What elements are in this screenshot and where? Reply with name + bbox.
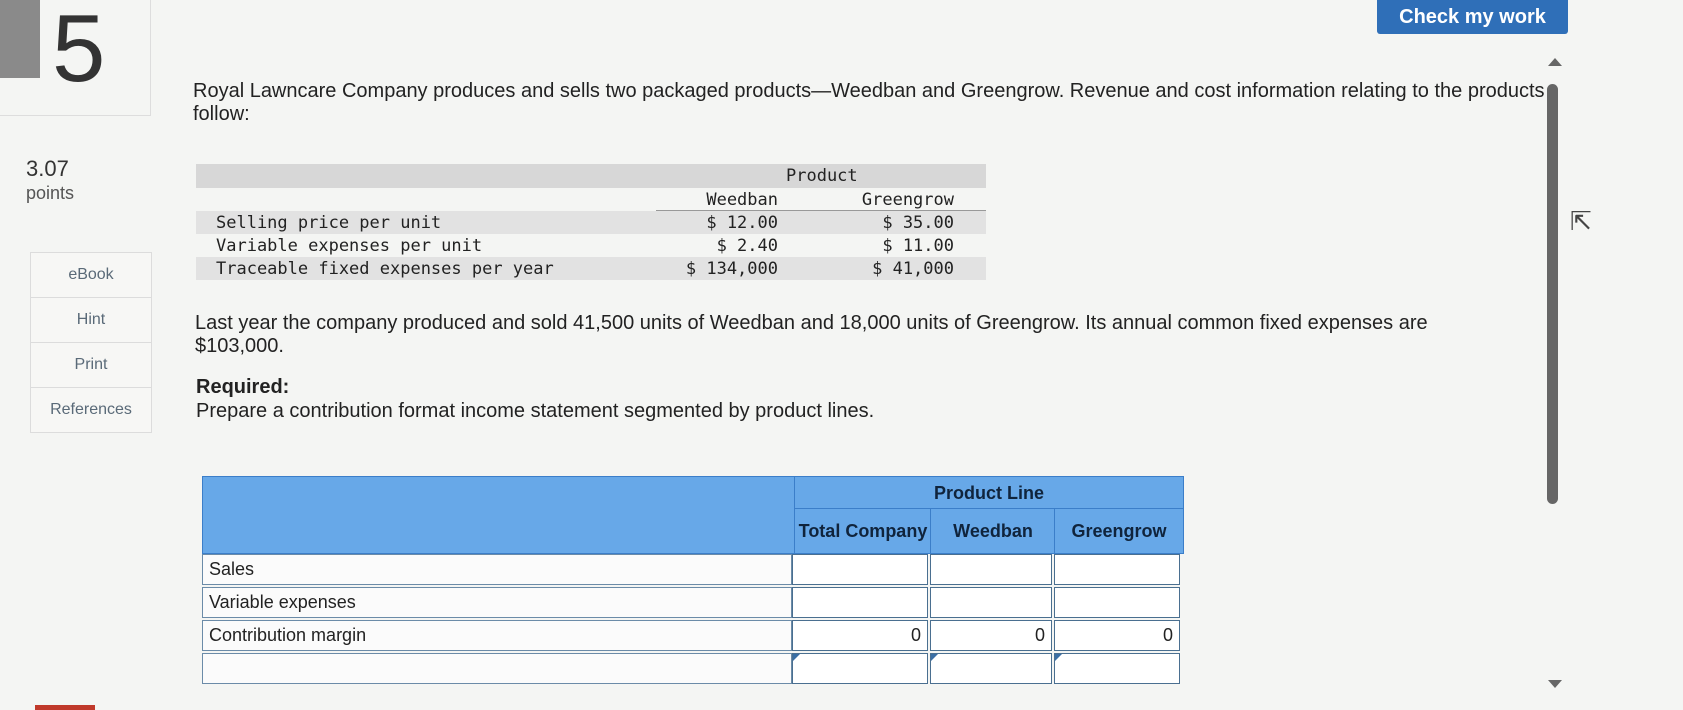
units-paragraph: Last year the company produced and sold 41,500 units of Weedban and 18,000 units of Greengrow. Its annual common fixed expenses are $103,000. (195, 312, 1428, 357)
product-info-table (196, 164, 986, 280)
scrollbar-thumb[interactable] (1547, 84, 1558, 504)
header-blank-cell (202, 476, 796, 554)
references-button[interactable]: References (30, 388, 152, 433)
blank-total-input[interactable] (792, 653, 928, 684)
hint-button[interactable]: Hint (30, 298, 152, 343)
product-header-label: Product (786, 166, 858, 186)
table-row (196, 234, 986, 257)
table-row (202, 653, 1182, 686)
col-weedban-header: Weedban (706, 190, 778, 210)
print-button[interactable]: Print (30, 343, 152, 388)
check-my-work-button[interactable]: Check my work (1377, 0, 1568, 34)
col-total-company: Total Company (794, 508, 932, 554)
sales-label-input[interactable]: Sales (202, 554, 792, 585)
points-value: 3.07 (26, 156, 69, 181)
sales-total-input[interactable] (792, 554, 928, 585)
progress-strip (35, 705, 95, 710)
table-row (202, 620, 1182, 653)
variable-expenses-label-input[interactable]: Variable expenses (202, 587, 792, 618)
sales-greengrow-input[interactable] (1054, 554, 1180, 585)
blank-weedban-input[interactable] (930, 653, 1052, 684)
intro-text: Royal Lawncare Company produces and sells two packaged products—Weedban and Greengrow. Revenue and cost information relating to the products follow: (193, 80, 1545, 125)
product-column-header-row (196, 188, 986, 211)
question-number-panel (0, 0, 151, 116)
variable-weedban-input[interactable] (930, 587, 1052, 618)
scroll-down-arrow-icon[interactable] (1548, 680, 1562, 688)
row-label: Variable expenses per unit (216, 236, 483, 256)
weedban-value: $ 12.00 (706, 213, 778, 233)
cm-weedban-value: 0 (930, 620, 1052, 651)
product-line-header: Product Line (794, 476, 1184, 510)
weedban-value: $ 134,000 (685, 259, 778, 279)
row-label: Traceable fixed expenses per year (216, 259, 554, 279)
tool-menu (30, 252, 152, 433)
scroll-up-arrow-icon[interactable] (1548, 58, 1562, 66)
ebook-button[interactable]: eBook (30, 252, 152, 298)
points-label: points (26, 183, 75, 203)
product-group-header (196, 164, 986, 188)
contribution-margin-label-input[interactable]: Contribution margin (202, 620, 792, 651)
row-label: Selling price per unit (216, 213, 442, 233)
mouse-pointer-icon: ⇱ (1570, 206, 1592, 236)
col-greengrow-header: Greengrow (861, 190, 954, 210)
cm-greengrow-value: 0 (1054, 620, 1180, 651)
table-row (196, 257, 986, 280)
cm-total-value: 0 (792, 620, 928, 651)
greengrow-value: $ 11.00 (882, 236, 954, 256)
table-row (196, 211, 986, 234)
question-number: 5 (52, 0, 106, 102)
blank-greengrow-input[interactable] (1054, 653, 1180, 684)
table-row (202, 554, 1182, 587)
required-text: Prepare a contribution format income statement segmented by product lines. (196, 400, 875, 422)
income-statement-table (202, 476, 1182, 691)
table-row (202, 587, 1182, 620)
variable-total-input[interactable] (792, 587, 928, 618)
required-heading: Required: (196, 376, 290, 398)
variable-greengrow-input[interactable] (1054, 587, 1180, 618)
blank-label-input[interactable] (202, 653, 792, 684)
greengrow-value: $ 35.00 (882, 213, 954, 233)
greengrow-value: $ 41,000 (872, 259, 954, 279)
col-greengrow: Greengrow (1054, 508, 1184, 554)
col-weedban: Weedban (930, 508, 1056, 554)
sales-weedban-input[interactable] (930, 554, 1052, 585)
question-marker (0, 0, 40, 78)
weedban-value: $ 2.40 (716, 236, 778, 256)
